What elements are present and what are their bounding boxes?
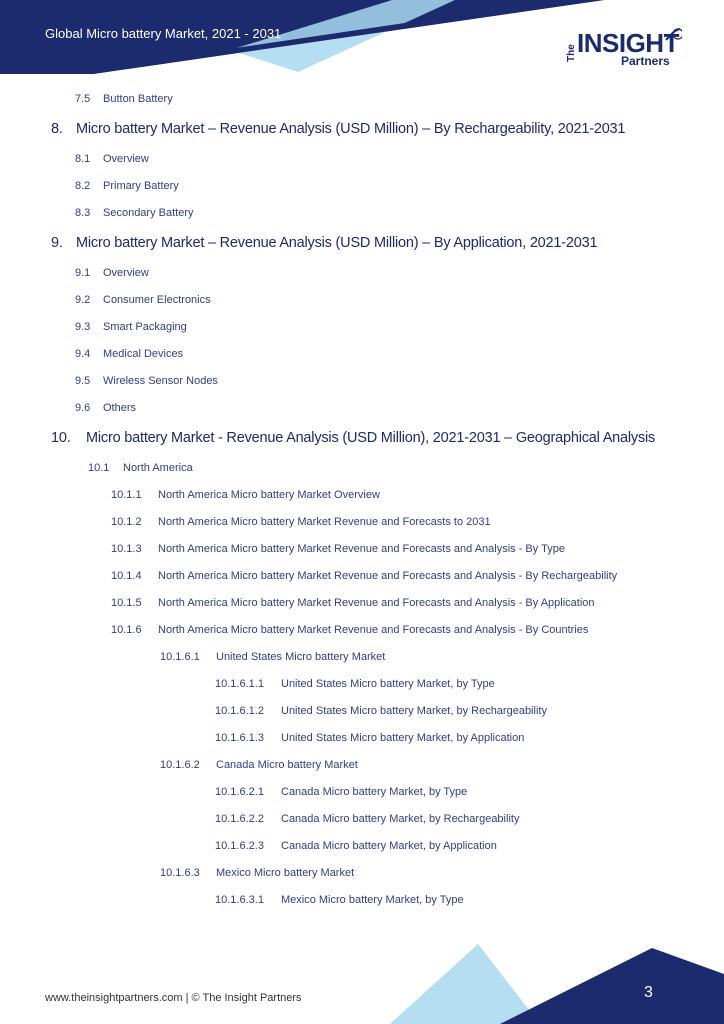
- toc-item[interactable]: 10.1.6.2.1 Canada Micro battery Market, by Type: [215, 786, 468, 798]
- toc-item[interactable]: 9.1 Overview: [75, 267, 149, 279]
- toc-item[interactable]: 9.6 Others: [75, 402, 137, 414]
- toc-item[interactable]: 10.1.6 North America Micro battery Market Revenue and Forecasts and Analysis - By Countries: [111, 624, 589, 636]
- toc-item[interactable]: 9.3 Smart Packaging: [75, 321, 187, 333]
- document-title: Global Micro battery Market, 2021 - 2031: [45, 26, 282, 41]
- toc-item[interactable]: 7.5 Button Battery: [75, 93, 173, 105]
- toc-section[interactable]: 9. Micro battery Market – Revenue Analysis (USD Million) – By Application, 2021-2031: [51, 235, 598, 251]
- toc-item[interactable]: 8.2 Primary Battery: [75, 180, 179, 192]
- footer-copyright: www.theinsightpartners.com | © The Insight Partners: [45, 992, 302, 1004]
- toc-item[interactable]: 10.1.5 North America Micro battery Market Revenue and Forecasts and Analysis - By Application: [111, 597, 595, 609]
- toc-item[interactable]: 10.1.6.1.3 United States Micro battery Market, by Application: [215, 732, 525, 744]
- toc-item[interactable]: 10.1.6.2.2 Canada Micro battery Market, by Rechargeability: [215, 813, 520, 825]
- toc-item[interactable]: 8.1 Overview: [75, 153, 149, 165]
- toc-section[interactable]: 10. Micro battery Market - Revenue Analysis (USD Million), 2021-2031 – Geographical Analysis: [51, 430, 656, 446]
- logo-swoosh-icon: [664, 26, 682, 44]
- logo-partners: Partners: [621, 54, 670, 68]
- toc-section[interactable]: 8. Micro battery Market – Revenue Analysis (USD Million) – By Rechargeability, 2021-2031: [51, 121, 626, 137]
- toc-item[interactable]: 10.1.6.2 Canada Micro battery Market: [160, 759, 358, 771]
- toc-item[interactable]: 10.1.6.3 Mexico Micro battery Market: [160, 867, 355, 879]
- insight-partners-logo: [566, 28, 686, 70]
- page-number: 3: [644, 984, 653, 1001]
- toc-item[interactable]: 8.3 Secondary Battery: [75, 207, 194, 219]
- toc-item[interactable]: 10.1.6.3.1 Mexico Micro battery Market, by Type: [215, 894, 464, 906]
- footer-banner: [0, 944, 724, 1024]
- toc-item[interactable]: 10.1.6.2.3 Canada Micro battery Market, by Application: [215, 840, 497, 852]
- logo-the: The: [566, 44, 577, 62]
- toc-item[interactable]: 10.1.6.1.2 United States Micro battery Market, by Rechargeability: [215, 705, 547, 717]
- toc-item[interactable]: 9.4 Medical Devices: [75, 348, 184, 360]
- toc-item[interactable]: 9.2 Consumer Electronics: [75, 294, 211, 306]
- toc-item[interactable]: 10.1.2 North America Micro battery Market Revenue and Forecasts to 2031: [111, 516, 491, 528]
- toc-item[interactable]: 9.5 Wireless Sensor Nodes: [75, 375, 218, 387]
- toc-item[interactable]: 10.1 North America: [88, 462, 193, 474]
- toc-item[interactable]: 10.1.4 North America Micro battery Market Revenue and Forecasts and Analysis - By Rechargeability: [111, 570, 618, 582]
- logo-insight: INSIGHT: [577, 28, 679, 58]
- toc-item[interactable]: 10.1.6.1 United States Micro battery Market: [160, 651, 386, 663]
- toc-item[interactable]: 10.1.1 North America Micro battery Market Overview: [111, 489, 380, 501]
- toc-item[interactable]: 10.1.3 North America Micro battery Market Revenue and Forecasts and Analysis - By Type: [111, 543, 565, 555]
- toc-item[interactable]: 10.1.6.1.1 United States Micro battery Market, by Type: [215, 678, 495, 690]
